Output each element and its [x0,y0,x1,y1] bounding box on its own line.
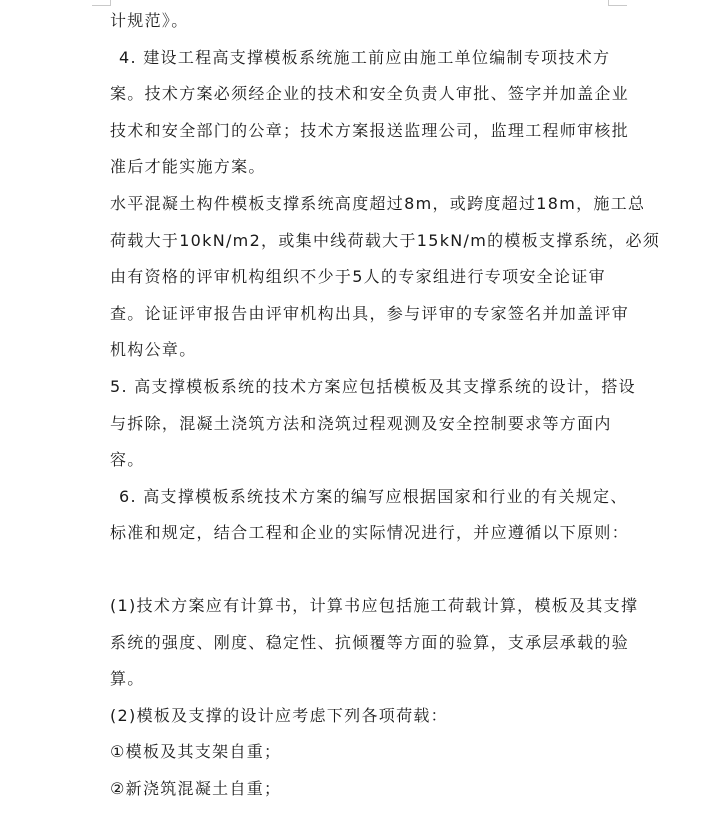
text-line: 6. 高支撑模板系统技术方案的编写应根据国家和行业的有关规定、 [119,486,628,506]
text-line: (1)技术方案应有计算书，计算书应包括施工荷载计算，模板及其支撑 [110,595,639,615]
page-corner-mark-right [608,0,627,6]
text-line: ②新浇筑混凝土自重； [110,778,282,798]
text-line: 准后才能实施方案。 [110,157,266,177]
text-line: 5. 高支撑模板系统的技术方案应包括模板及其支撑系统的设计，搭设 [110,376,636,396]
text-line: 计规范》。 [110,11,189,30]
text-line: 标准和规定，结合工程和企业的实际情况进行，并应遵循以下原则： [110,523,630,543]
text-line: 荷载大于10kN/m2，或集中线荷载大于15kN/m的模板支撑系统，必须 [110,230,661,250]
text-line: 系统的强度、刚度、稳定性、抗倾覆等方面的验算，支承层承载的验 [110,632,630,652]
text-line: ①模板及其支架自重； [110,742,282,762]
page-corner-mark-left [92,0,111,6]
text-line: (2)模板及支撑的设计应考虑下列各项荷载： [110,705,448,725]
paragraph-gap [110,555,610,591]
text-line: 水平混凝土构件模板支撑系统高度超过8m，或跨度超过18m，施工总 [110,193,646,213]
text-line: 技术和安全部门的公章；技术方案报送监理公司，监理工程师审核批 [110,120,630,140]
text-line: 机构公章。 [110,340,197,360]
text-line: 查。论证评审报告由评审机构出具，参与评审的专家签名并加盖评审 [110,303,630,323]
text-line: 算。 [110,669,145,689]
text-line: 4. 建设工程高支撑模板系统施工前应由施工单位编制专项技术方 [119,47,611,67]
text-line: 容。 [110,450,145,470]
document-body [110,6,661,810]
text-line: 案。技术方案必须经企业的技术和安全负责人审批、签字并加盖企业 [110,84,630,104]
text-line: 与拆除，混凝土浇筑方法和浇筑过程观测及安全控制要求等方面内 [110,413,612,433]
text-line: 由有资格的评审机构组织不少于5人的专家组进行专项安全论证审 [110,267,606,287]
